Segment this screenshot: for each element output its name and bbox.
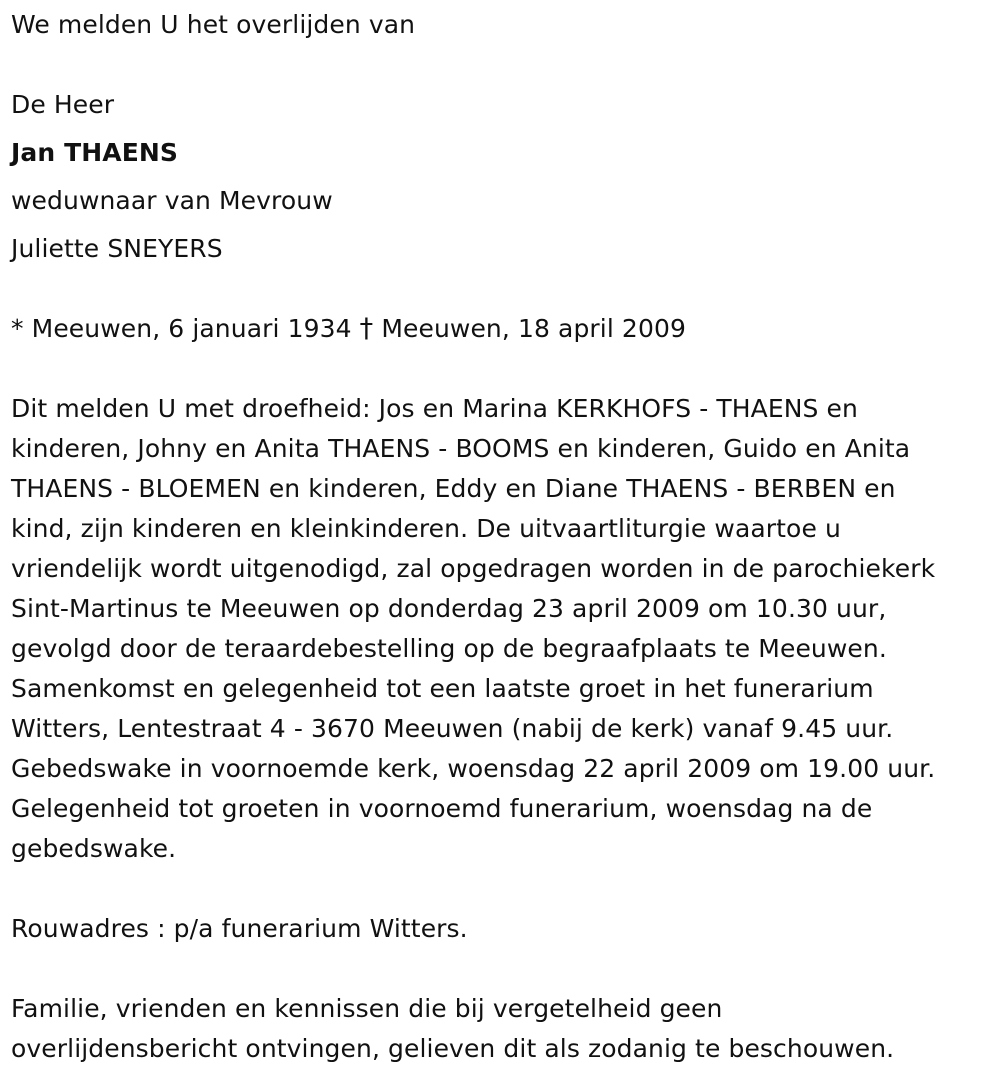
body-line: Sint-Martinus te Meeuwen op donderdag 23 april 2009 om 10.30 uur, [11, 594, 887, 623]
birth-text: * Meeuwen, 6 januari 1934 [11, 314, 352, 343]
body-line: gebedswake. [11, 834, 177, 863]
spouse-name: Juliette SNEYERS [11, 234, 223, 263]
salutation: De Heer [11, 90, 115, 119]
body-line: Gelegenheid tot groeten in voornoemd funerarium, woensdag na de [11, 794, 873, 823]
mourning-address: Rouwadres : p/a funerarium Witters. [11, 914, 468, 943]
body-line: Dit melden U met droefheid: Jos en Marina KERKHOFS - THAENS en [11, 394, 858, 423]
closing-line: Familie, vrienden en kennissen die bij vergetelheid geen [11, 994, 723, 1023]
cross-icon: † [359, 313, 374, 344]
deceased-name: Jan THAENS [11, 138, 179, 167]
body-line: Gebedswake in voornoemde kerk, woensdag 22 april 2009 om 19.00 uur. [11, 754, 936, 783]
intro-text: We melden U het overlijden van [11, 10, 416, 39]
body-line: kinderen, Johny en Anita THAENS - BOOMS en kinderen, Guido en Anita [11, 434, 911, 463]
dates-line [11, 309, 686, 349]
body-line: kind, zijn kinderen en kleinkinderen. De uitvaartliturgie waartoe u [11, 514, 841, 543]
death-text: Meeuwen, 18 april 2009 [381, 314, 686, 343]
body-line: Witters, Lentestraat 4 - 3670 Meeuwen (nabij de kerk) vanaf 9.45 uur. [11, 714, 894, 743]
body-line: vriendelijk wordt uitgenodigd, zal opgedragen worden in de parochiekerk [11, 554, 936, 583]
body-line: THAENS - BLOEMEN en kinderen, Eddy en Diane THAENS - BERBEN en [11, 474, 896, 503]
body-line: Samenkomst en gelegenheid tot een laatste groet in het funerarium [11, 674, 874, 703]
body-line: gevolgd door de teraardebestelling op de begraafplaats te Meeuwen. [11, 634, 887, 663]
closing-line: overlijdensbericht ontvingen, gelieven dit als zodanig te beschouwen. [11, 1034, 895, 1063]
relation-text: weduwnaar van Mevrouw [11, 186, 333, 215]
